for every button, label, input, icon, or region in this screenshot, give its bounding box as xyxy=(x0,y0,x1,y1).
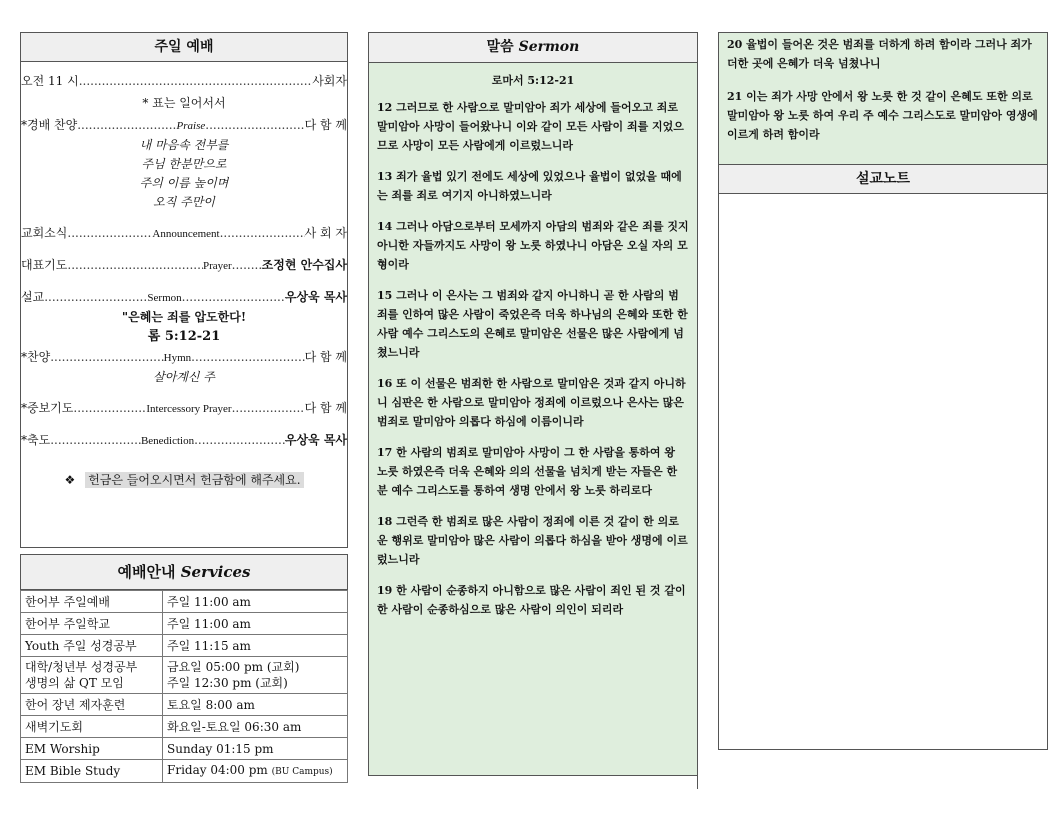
benediction-row: *축도 ..... Benediction ..... 우상욱 목사 xyxy=(21,429,347,451)
verse: 17 한 사람의 범죄로 말미암아 사망이 그 한 사람을 통하여 왕 노릇 하였은즉 더욱 은혜와 의의 선물을 넘치게 받는 자들은 한 분 예수 그리스도를 통하여 생명 안에서 왕 노릇 하리로다 xyxy=(377,446,678,497)
prayer-row: 대표기도 ..... Prayer ..... 조정현 안수집사 xyxy=(21,254,347,276)
hymn-row: *찬양 ..... Hymn ..... 다 함 께 xyxy=(21,346,347,368)
table-row: 한어부 주일학교 주일 11:00 am xyxy=(21,613,348,635)
verse: 15 그러나 이 은사는 그 범죄와 같지 아니하니 곧 한 사람의 범죄를 인하여 많은 사람이 죽었은즉 더욱 하나님의 은혜와 또한 한 사람 예수 그리스도의 은혜로 말미암은 선물은 많은 사람에게 넘쳤느니라 xyxy=(377,289,688,359)
verse: 20 율법이 들어온 것은 범죄를 더하게 하려 함이라 그러나 죄가 더한 곳에 은혜가 더욱 넘쳤나니 xyxy=(727,38,1032,70)
sermon-reference: 롬 5:12-21 xyxy=(147,329,221,344)
worship-title: 주일 예배 xyxy=(20,32,348,62)
offering-note: ❖ 헌금은 들어오시면서 헌금함에 해주세요. xyxy=(21,471,347,488)
sermon-notes-area[interactable] xyxy=(718,194,1048,750)
worship-order-column xyxy=(20,32,348,783)
verse: 14 그러나 아담으로부터 모세까지 아담의 범죄와 같은 죄를 짓지 아니한 자들까지도 사망이 왕 노릇 하였나니 아담은 오실 자의 모형이라 xyxy=(377,220,689,271)
sermon-title: "은혜는 죄를 압도한다! xyxy=(121,310,247,324)
table-row: 한어부 주일예배 주일 11:00 am xyxy=(21,591,348,613)
table-row: EM Bible Study Friday 04:00 pm (BU Campus) xyxy=(21,760,348,783)
divider xyxy=(697,775,698,789)
sermon-passage-continued xyxy=(718,32,1048,164)
services-table xyxy=(20,590,348,783)
verse: 12 그러므로 한 사람으로 말미암아 죄가 세상에 들어오고 죄로 말미암아 사망이 들어왔나니 이와 같이 모든 사람이 죄를 지었으므로 사망이 모든 사람에게 이르렀느니라 xyxy=(377,101,684,152)
sermon-text-column xyxy=(368,32,698,776)
table-row: 한어 장년 제자훈련 토요일 8:00 am xyxy=(21,694,348,716)
verse: 18 그런즉 한 범죄로 많은 사람이 정죄에 이른 것 같이 한 의로운 행위로 말미암아 많은 사람이 의롭다 하심을 받아 생명에 이르렀느니라 xyxy=(377,515,688,566)
time-row: 오전 11 시 ..... 사회자 xyxy=(21,70,347,92)
praise-song-line: 주의 이름 높이며 xyxy=(139,176,229,190)
verse: 13 죄가 율법 있기 전에도 세상에 있었으나 율법이 없었을 때에는 죄를 죄로 여기지 아니하였느니라 xyxy=(377,170,682,202)
diamond-bullet-icon: ❖ xyxy=(64,473,76,487)
praise-song-line: 내 마음속 전부를 xyxy=(139,138,229,152)
announcement-row: 교회소식 ..... Announcement ..... 사 회 자 xyxy=(21,222,347,244)
verse: 16 또 이 선물은 범죄한 한 사람으로 말미암은 것과 같지 아니하니 심판은 한 사람으로 말미암아 정죄에 이르렀으나 은사는 많은 범죄로 말미암아 의롭다 하심에 이름이니라 xyxy=(377,377,686,428)
praise-song-line: 주님 한분만으로 xyxy=(141,157,227,171)
sermon-passage xyxy=(369,63,697,639)
intercession-row: *중보기도 ..... Intercessory Prayer ..... 다 함 께 xyxy=(21,397,347,419)
sermon-notes-title: 설교노트 xyxy=(718,164,1048,194)
table-row: Youth 주일 성경공부 주일 11:15 am xyxy=(21,635,348,657)
table-row: EM Worship Sunday 01:15 pm xyxy=(21,738,348,760)
hymn-title: 살아계신 주 xyxy=(153,370,215,384)
praise-song-line: 오직 주만이 xyxy=(153,195,215,209)
worship-order xyxy=(20,62,348,548)
sermon-row: 설교 ..... Sermon ..... 우상욱 목사 xyxy=(21,286,347,308)
verse: 19 한 사람이 순종하지 아니함으로 많은 사람이 죄인 된 것 같이 한 사람이 순종하심으로 많은 사람이 의인이 되리라 xyxy=(377,584,686,616)
passage-reference: 로마서 5:12-21 xyxy=(491,74,575,87)
services-title: 예배안내 Services xyxy=(20,554,348,590)
sermon-text-title: 말씀 Sermon xyxy=(369,33,697,63)
verse: 21 이는 죄가 사망 안에서 왕 노릇 한 것 같이 은혜도 또한 의로 말미암아 왕 노릇 하여 우리 주 예수 그리스도로 말미암아 영생에 이르게 하려 함이라 xyxy=(727,90,1038,141)
notes-column xyxy=(718,32,1048,750)
table-row: 대학/청년부 성경공부 생명의 삶 QT 모임 금요일 05:00 pm (교회) 주일 12:30 pm (교회) xyxy=(21,657,348,694)
table-row: 새벽기도회 화요일-토요일 06:30 am xyxy=(21,716,348,738)
praise-row: *경배 찬양 ..... Praise ..... 다 함 께 xyxy=(21,114,347,136)
stand-note: * 표는 일어서서 xyxy=(142,96,226,110)
